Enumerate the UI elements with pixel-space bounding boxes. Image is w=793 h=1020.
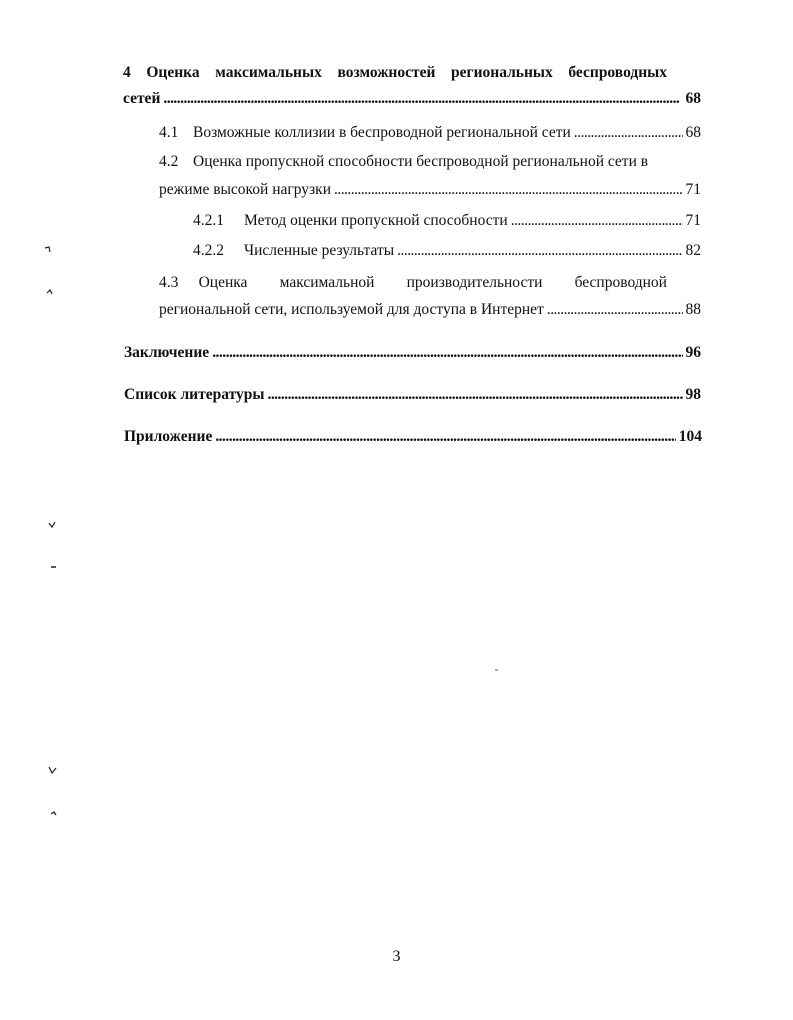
toc-references-title: Список литературы <box>124 386 265 403</box>
toc-section-4-2-2[interactable] <box>193 241 701 261</box>
toc-section-4-3-title-end: региональной сети, используемой для доступа в Интернет <box>159 301 544 318</box>
toc-conclusion-title: Заключение <box>124 344 210 361</box>
toc-section-4-3-word: максимальной <box>279 274 375 291</box>
toc-chapter-4-word: возможностей <box>337 64 436 81</box>
toc-chapter-4-number: 4 <box>123 64 131 81</box>
dot-leader <box>212 343 682 363</box>
scan-mark <box>46 288 54 296</box>
scan-mark <box>48 766 57 775</box>
toc-references-page: 98 <box>685 386 701 403</box>
toc-section-4-2-number: 4.2 <box>159 153 179 170</box>
toc-section-4-2-title-end: режиме высокой нагрузки <box>159 181 331 198</box>
toc-section-4-3-number: 4.3 <box>159 274 179 291</box>
dot-leader <box>511 211 683 231</box>
toc-chapter-4-word: Оценка <box>146 64 200 81</box>
scan-mark <box>50 564 58 570</box>
toc-section-4-1[interactable] <box>159 123 701 143</box>
toc-section-4-3-word: производительности <box>406 274 543 291</box>
toc-section-4-2-2-title: Численные результаты <box>244 242 395 259</box>
toc-section-4-2-2-page: 82 <box>685 242 701 259</box>
toc-section-4-3-word: беспроводной <box>574 274 667 291</box>
toc-appendix-title: Приложение <box>124 428 213 445</box>
toc-conclusion[interactable] <box>124 343 701 363</box>
toc-section-4-2-line1[interactable] <box>159 153 667 171</box>
scan-mark <box>495 669 499 672</box>
toc-chapter-4-word: беспроводных <box>568 64 667 81</box>
toc-section-4-2-1-page: 71 <box>685 212 701 229</box>
toc-section-4-1-number: 4.1 <box>159 124 179 141</box>
toc-section-4-2-1-title: Метод оценки пропускной способности <box>244 212 508 229</box>
toc-section-4-2-title-start: Оценка пропускной способности беспроводной региональной сети в <box>193 153 649 170</box>
dot-leader <box>397 241 682 261</box>
scan-mark <box>50 809 58 817</box>
scan-mark <box>48 521 56 529</box>
toc-section-4-3-word: Оценка <box>198 274 248 291</box>
toc-section-4-3-line1[interactable] <box>159 273 667 293</box>
toc-chapter-4-page: 68 <box>685 90 701 107</box>
toc-chapter-4-word: региональных <box>451 64 553 81</box>
toc-section-4-2-1-number: 4.2.1 <box>193 212 224 229</box>
toc-section-4-3-page: 88 <box>685 301 701 318</box>
toc-chapter-4-line2[interactable] <box>123 89 701 109</box>
toc-section-4-2-page: 71 <box>685 181 701 198</box>
toc-section-4-1-title: Возможные коллизии в беспроводной региональной сети <box>193 124 571 141</box>
toc-section-4-2-line2[interactable] <box>159 180 701 200</box>
dot-leader <box>215 427 675 447</box>
toc-chapter-4-line1 <box>123 63 667 83</box>
toc-section-4-2-1[interactable] <box>193 211 701 231</box>
dot-leader <box>334 180 683 200</box>
toc-appendix-page: 104 <box>678 428 702 445</box>
dot-leader <box>574 123 683 143</box>
dot-leader <box>267 385 682 405</box>
toc-section-4-3-line2[interactable] <box>159 300 701 320</box>
toc-conclusion-page: 96 <box>685 344 701 361</box>
scan-mark <box>44 246 52 254</box>
toc-section-4-2-2-number: 4.2.2 <box>193 242 224 259</box>
toc-chapter-4-word: максимальных <box>215 64 322 81</box>
dot-leader <box>547 300 683 320</box>
dot-leader <box>163 89 682 109</box>
toc-section-4-1-page: 68 <box>685 124 701 141</box>
toc-chapter-4-title-end: сетей <box>123 90 161 107</box>
page-number: 3 <box>392 948 401 965</box>
toc-references[interactable] <box>124 385 701 405</box>
toc-appendix[interactable] <box>124 427 702 447</box>
